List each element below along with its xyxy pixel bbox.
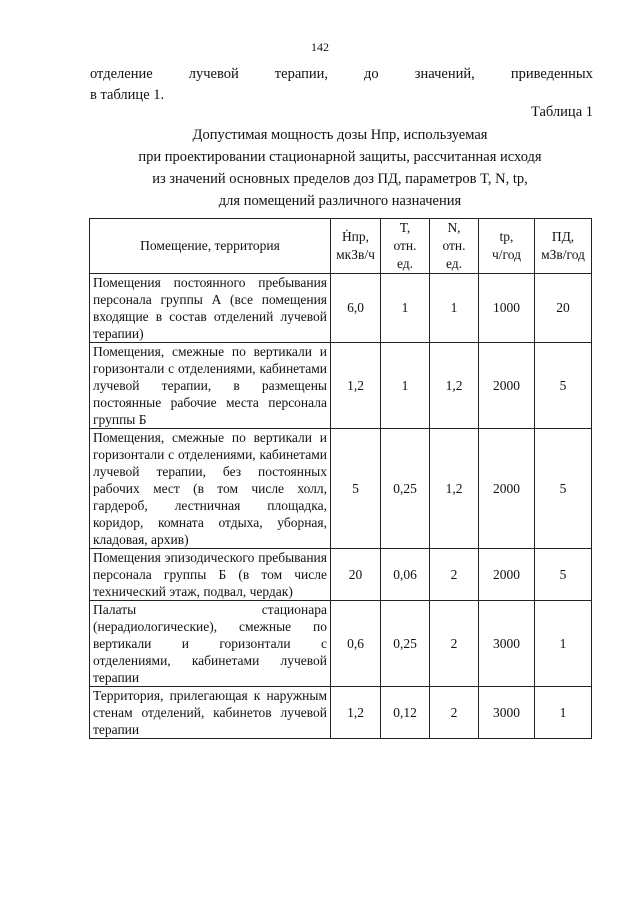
- cell-tp: 2000: [479, 429, 535, 549]
- header-n: N, отн. ед.: [430, 219, 479, 274]
- cell-dose-rate: 1,2: [331, 687, 381, 739]
- table-row: [90, 274, 592, 343]
- cell-tp: 3000: [479, 601, 535, 687]
- table-label: Таблица 1: [530, 104, 593, 120]
- header-pd: ПД, мЗв/год: [535, 219, 592, 274]
- cell-room: Палаты стационара (нерадиологические), смежные по вертикали и горизонтали с отделениями, кабинетами лучевой терапии: [90, 601, 331, 687]
- table-title-line: при проектировании стационарной защиты, рассчитанная исходя: [138, 149, 542, 165]
- intro-word: значений,: [414, 66, 475, 82]
- cell-n: 2: [430, 549, 479, 601]
- intro-word: до: [364, 66, 379, 82]
- cell-t: 0,25: [381, 601, 430, 687]
- header-t: T, отн. ед.: [381, 219, 430, 274]
- cell-room: Помещения, смежные по вертикали и горизонтали с отделениями, кабинетами лучевой терапии, в размещены постоянные рабочие места персонала группы Б: [90, 343, 331, 429]
- dose-rate-table: [89, 218, 592, 739]
- intro-line-2: в таблице 1.: [90, 87, 165, 103]
- cell-dose-rate: 0,6: [331, 601, 381, 687]
- table-header-row: [90, 219, 592, 274]
- cell-tp: 1000: [479, 274, 535, 343]
- table-title-line: из значений основных пределов доз ПД, параметров T, N, tр,: [152, 171, 528, 187]
- cell-dose-rate: 1,2: [331, 343, 381, 429]
- cell-room: Помещения эпизодического пребывания персонала группы Б (в том числе технический этаж, подвал, чердак): [90, 549, 331, 601]
- intro-word: отделение: [90, 66, 153, 82]
- table-title-line: Допустимая мощность дозы Hпр, используемая: [192, 127, 488, 143]
- table-row: [90, 343, 592, 429]
- table-row: [90, 601, 592, 687]
- intro-paragraph: [90, 64, 593, 106]
- table-row: [90, 549, 592, 601]
- cell-dose-rate: 6,0: [331, 274, 381, 343]
- table-row: [90, 429, 592, 549]
- cell-room: Территория, прилегающая к наружным стенам отделений, кабинетов лучевой терапии: [90, 687, 331, 739]
- intro-word: приведенных: [510, 66, 593, 82]
- cell-n: 2: [430, 601, 479, 687]
- cell-n: 1: [430, 274, 479, 343]
- cell-pd: 5: [535, 549, 592, 601]
- cell-dose-rate: 5: [331, 429, 381, 549]
- table-title: [80, 124, 600, 212]
- cell-n: 1,2: [430, 429, 479, 549]
- cell-t: 0,25: [381, 429, 430, 549]
- cell-pd: 20: [535, 274, 592, 343]
- cell-t: 0,12: [381, 687, 430, 739]
- cell-pd: 1: [535, 601, 592, 687]
- cell-pd: 1: [535, 687, 592, 739]
- cell-pd: 5: [535, 429, 592, 549]
- cell-n: 1,2: [430, 343, 479, 429]
- cell-n: 2: [430, 687, 479, 739]
- header-room: Помещение, территория: [90, 219, 331, 274]
- cell-tp: 2000: [479, 549, 535, 601]
- cell-t: 0,06: [381, 549, 430, 601]
- table-row: [90, 687, 592, 739]
- header-dose-rate: Ḣпр, мкЗв/ч: [331, 219, 381, 274]
- page-number: 142: [311, 40, 329, 54]
- table-title-line: для помещений различного назначения: [218, 193, 462, 209]
- cell-pd: 5: [535, 343, 592, 429]
- cell-t: 1: [381, 274, 430, 343]
- cell-room: Помещения, смежные по вертикали и горизонтали с отделениями, кабинетами лучевой терапии, без постоянных рабочих мест (в том числе холл, гардероб, лестничная площадка, коридор, комната отдыха, уборная, кладовая, архив): [90, 429, 331, 549]
- intro-line-1: [90, 64, 593, 85]
- cell-t: 1: [381, 343, 430, 429]
- header-tp: tр, ч/год: [479, 219, 535, 274]
- cell-tp: 2000: [479, 343, 535, 429]
- cell-dose-rate: 20: [331, 549, 381, 601]
- cell-room: Помещения постоянного пребывания персонала группы А (все помещения входящие в состав отделений лучевой терапии): [90, 274, 331, 343]
- intro-word: терапии,: [274, 66, 328, 82]
- cell-tp: 3000: [479, 687, 535, 739]
- intro-word: лучевой: [188, 66, 239, 82]
